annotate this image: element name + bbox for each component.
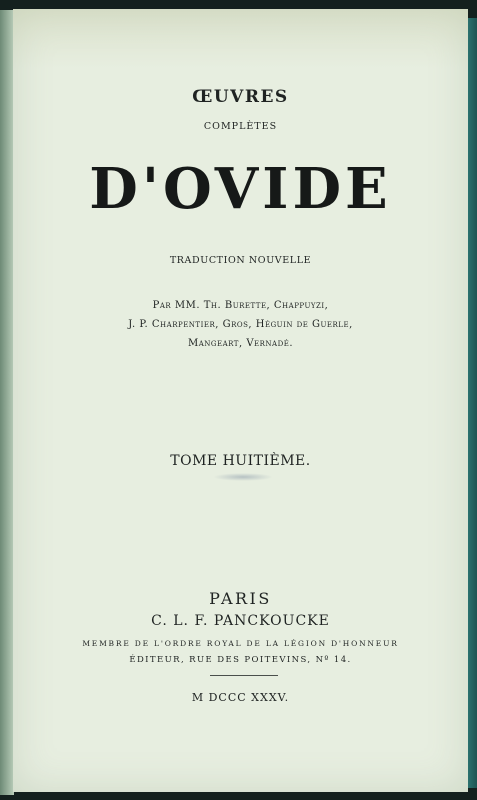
translators-line: Mangeart, Vernadé.	[187, 338, 294, 349]
translators-line: J. P. Charpentier, Gros, Héguin de Guerle,	[128, 319, 353, 330]
title-page	[13, 9, 468, 792]
city: PARIS	[209, 589, 272, 608]
publisher-name: C. L. F. PANCKOUCKE	[151, 613, 330, 629]
publication-date: M DCCC XXXV.	[191, 691, 290, 704]
translation-note: TRADUCTION NOUVELLE	[169, 255, 312, 266]
divider-rule	[210, 675, 278, 676]
heading-oeuvres: ŒUVRES	[192, 87, 289, 107]
publisher-address: ÉDITEUR, RUE DES POITEVINS, Nº 14.	[129, 655, 352, 665]
publisher-honor: MEMBRE DE L'ORDRE ROYAL DE LA LÉGION D'HONNEUR	[82, 639, 399, 648]
heading-completes: COMPLÈTES	[203, 121, 278, 132]
volume-label: TOME HUITIÈME.	[170, 453, 311, 469]
translators-line: Par MM. Th. Burette, Chappuyzi,	[152, 300, 329, 311]
translators-block	[13, 296, 468, 353]
left-page-edge	[0, 10, 14, 795]
ink-smudge	[213, 473, 273, 481]
author-title: D'OVIDE	[89, 156, 392, 222]
